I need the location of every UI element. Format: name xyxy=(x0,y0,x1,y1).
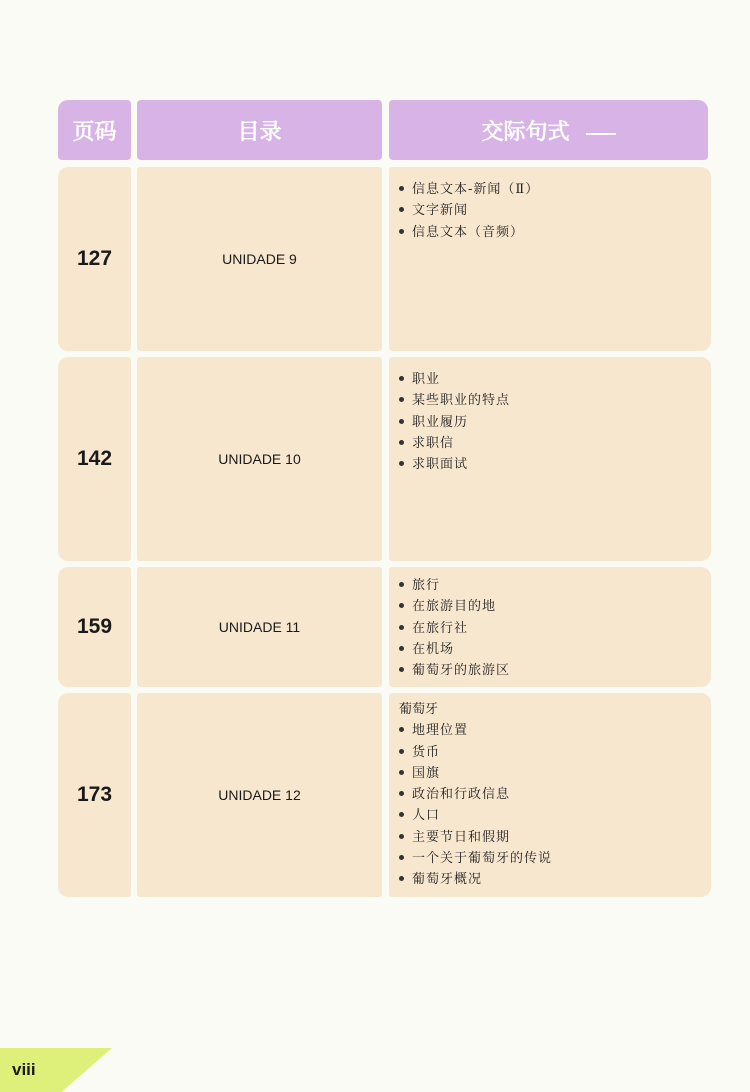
item-text: 葡萄牙概况 xyxy=(412,872,483,888)
item-text: 在旅行社 xyxy=(412,620,469,636)
bullet-icon xyxy=(399,207,404,212)
list-item xyxy=(399,869,711,890)
item-text: 主要节日和假期 xyxy=(412,829,511,845)
item-text: 职业 xyxy=(412,372,441,387)
header-toc-label: 目录 xyxy=(237,119,282,145)
bullet-icon xyxy=(399,625,404,630)
header-page-column xyxy=(58,100,131,160)
bullet-icon xyxy=(399,791,404,796)
item-text: 在旅游目的地 xyxy=(412,599,497,615)
row-page-number: 127 xyxy=(58,167,131,351)
row-page-number: 173 xyxy=(58,693,131,897)
bullet-icon xyxy=(399,812,404,817)
bullet-icon xyxy=(399,749,404,754)
bullet-icon xyxy=(399,667,404,672)
item-list xyxy=(399,720,711,890)
list-item xyxy=(399,179,711,200)
list-item xyxy=(399,848,711,869)
bullet-icon xyxy=(399,876,404,881)
row-items xyxy=(389,567,711,687)
bullet-icon xyxy=(399,727,404,732)
item-text: 葡萄牙的旅游区 xyxy=(412,663,511,679)
row-page-number: 159 xyxy=(58,567,131,687)
header-communication-column xyxy=(389,100,708,160)
item-text: 职业履历 xyxy=(412,414,469,430)
item-text: 信息文本（音频） xyxy=(412,224,525,240)
list-item xyxy=(399,596,711,617)
list-item xyxy=(399,412,711,433)
bullet-icon xyxy=(399,186,404,191)
list-item xyxy=(399,660,711,681)
list-item xyxy=(399,618,711,639)
row-unit-link[interactable]: UNIDADE 12 xyxy=(137,693,382,897)
item-text: 一个关于葡萄牙的传说 xyxy=(412,851,553,867)
item-list xyxy=(399,369,711,475)
bullet-icon xyxy=(399,646,404,651)
bullet-icon xyxy=(399,419,404,424)
bullet-icon xyxy=(399,834,404,839)
header-toc-column xyxy=(137,100,382,160)
item-text: 旅行 xyxy=(412,578,441,593)
row-page-number: 142 xyxy=(58,357,131,561)
item-list xyxy=(399,575,711,681)
item-text: 求职面试 xyxy=(412,457,469,473)
list-item xyxy=(399,784,711,805)
row-items xyxy=(389,167,711,351)
bullet-icon xyxy=(399,229,404,234)
bullet-icon xyxy=(399,603,404,608)
list-item xyxy=(399,222,711,243)
row-items xyxy=(389,357,711,561)
header-communication-label: 交际句式 xyxy=(481,119,570,145)
bullet-icon xyxy=(399,582,404,587)
item-text: 在机场 xyxy=(412,641,455,657)
list-item xyxy=(399,575,711,596)
item-text: 求职信 xyxy=(412,435,455,451)
item-list xyxy=(399,179,711,243)
item-text: 地理位置 xyxy=(412,723,469,739)
list-item xyxy=(399,742,711,763)
bullet-icon xyxy=(399,770,404,775)
list-item xyxy=(399,454,711,475)
list-item xyxy=(399,369,711,390)
item-text: 国旗 xyxy=(412,765,441,781)
item-intro: 葡萄牙 xyxy=(399,702,439,717)
row-unit-link[interactable]: UNIDADE 11 xyxy=(137,567,382,687)
row-items xyxy=(389,693,711,897)
item-text: 信息文本-新闻（Ⅱ） xyxy=(412,182,540,197)
item-text: 人口 xyxy=(412,808,441,824)
list-item xyxy=(399,720,711,741)
header-page-label: 页码 xyxy=(72,119,117,145)
row-unit-link[interactable]: UNIDADE 10 xyxy=(137,357,382,561)
item-text: 货币 xyxy=(412,744,441,760)
list-item xyxy=(399,433,711,454)
list-item xyxy=(399,827,711,848)
bullet-icon xyxy=(399,376,404,381)
list-item xyxy=(399,763,711,784)
bullet-icon xyxy=(399,440,404,445)
list-item xyxy=(399,639,711,660)
header-dash xyxy=(586,133,616,135)
row-unit-link[interactable]: UNIDADE 9 xyxy=(137,167,382,351)
bullet-icon xyxy=(399,855,404,860)
bullet-icon xyxy=(399,397,404,402)
item-text: 政治和行政信息 xyxy=(412,787,511,803)
list-item xyxy=(399,805,711,826)
list-item xyxy=(399,390,711,411)
item-text: 文字新闻 xyxy=(412,203,469,219)
item-text: 某些职业的特点 xyxy=(412,393,511,409)
bullet-icon xyxy=(399,461,404,466)
list-item xyxy=(399,200,711,221)
page-number: viii xyxy=(12,1060,36,1079)
